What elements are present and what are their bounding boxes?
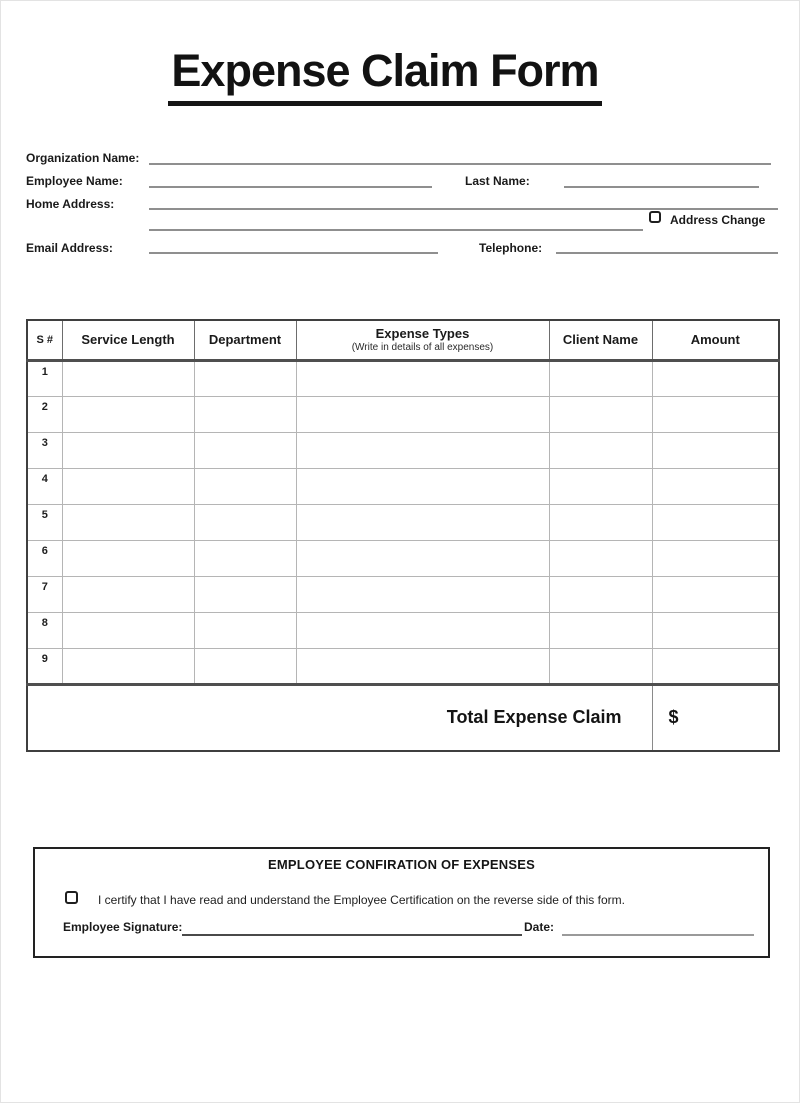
department-cell[interactable] bbox=[194, 612, 296, 648]
employee-signature-input-line[interactable] bbox=[182, 920, 522, 936]
department-cell[interactable] bbox=[194, 396, 296, 432]
organization-name-input-line[interactable] bbox=[149, 163, 771, 165]
organization-name-label: Organization Name: bbox=[26, 151, 140, 165]
employee-name-input-line[interactable] bbox=[149, 186, 432, 188]
department-cell[interactable] bbox=[194, 576, 296, 612]
table-row bbox=[27, 540, 779, 576]
service-length-cell[interactable] bbox=[62, 396, 194, 432]
department-cell[interactable] bbox=[194, 360, 296, 396]
header-expense-types-sub: (Write in details of all expenses) bbox=[351, 342, 494, 354]
serial-cell: 9 bbox=[27, 648, 62, 684]
last-name-label: Last Name: bbox=[465, 174, 530, 188]
service-length-cell[interactable] bbox=[62, 612, 194, 648]
date-label: Date: bbox=[523, 920, 554, 934]
serial-cell: 4 bbox=[27, 468, 62, 504]
amount-cell[interactable] bbox=[652, 360, 779, 396]
expense-types-cell[interactable] bbox=[296, 648, 549, 684]
table-row bbox=[27, 468, 779, 504]
serial-cell: 7 bbox=[27, 576, 62, 612]
last-name-input-line[interactable] bbox=[564, 186, 759, 188]
expense-table bbox=[26, 319, 780, 752]
client-name-cell[interactable] bbox=[549, 360, 652, 396]
employee-name-label: Employee Name: bbox=[26, 174, 123, 188]
employee-signature-label: Employee Signature: bbox=[63, 920, 183, 934]
telephone-label: Telephone: bbox=[479, 241, 543, 255]
table-row bbox=[27, 360, 779, 396]
client-name-cell[interactable] bbox=[549, 432, 652, 468]
amount-cell[interactable] bbox=[652, 504, 779, 540]
telephone-input-line[interactable] bbox=[556, 252, 778, 254]
header-serial: S # bbox=[27, 320, 62, 360]
amount-cell[interactable] bbox=[652, 612, 779, 648]
client-name-cell[interactable] bbox=[549, 648, 652, 684]
service-length-cell[interactable] bbox=[62, 576, 194, 612]
service-length-cell[interactable] bbox=[62, 540, 194, 576]
home-address-input-line[interactable] bbox=[149, 208, 778, 210]
header-service-length: Service Length bbox=[62, 320, 194, 360]
table-row bbox=[27, 648, 779, 684]
currency-symbol: $ bbox=[668, 707, 679, 728]
table-row bbox=[27, 576, 779, 612]
amount-cell[interactable] bbox=[652, 540, 779, 576]
amount-cell[interactable] bbox=[652, 648, 779, 684]
amount-cell[interactable] bbox=[652, 468, 779, 504]
total-row bbox=[27, 684, 779, 751]
expense-types-cell[interactable] bbox=[296, 612, 549, 648]
table-row bbox=[27, 504, 779, 540]
serial-cell: 8 bbox=[27, 612, 62, 648]
client-name-cell[interactable] bbox=[549, 396, 652, 432]
service-length-cell[interactable] bbox=[62, 468, 194, 504]
service-length-cell[interactable] bbox=[62, 360, 194, 396]
amount-cell[interactable] bbox=[652, 396, 779, 432]
header-expense-types bbox=[296, 320, 549, 360]
serial-cell: 1 bbox=[27, 360, 62, 396]
title-underline bbox=[168, 101, 602, 106]
client-name-cell[interactable] bbox=[549, 612, 652, 648]
table-row bbox=[27, 432, 779, 468]
amount-cell[interactable] bbox=[652, 432, 779, 468]
expense-types-cell[interactable] bbox=[296, 576, 549, 612]
serial-cell: 5 bbox=[27, 504, 62, 540]
header-client-name: Client Name bbox=[549, 320, 652, 360]
page-title: Expense Claim Form bbox=[171, 45, 599, 96]
department-cell[interactable] bbox=[194, 540, 296, 576]
serial-cell: 6 bbox=[27, 540, 62, 576]
total-expense-claim-label: Total Expense Claim bbox=[27, 684, 652, 751]
signature-row bbox=[63, 920, 754, 936]
expense-types-cell[interactable] bbox=[296, 396, 549, 432]
confirmation-title: EMPLOYEE CONFIRATION OF EXPENSES bbox=[268, 857, 535, 872]
table-row bbox=[27, 612, 779, 648]
address-change-checkbox[interactable] bbox=[649, 211, 661, 223]
client-name-cell[interactable] bbox=[549, 540, 652, 576]
date-input-line[interactable] bbox=[562, 920, 754, 936]
expense-types-cell[interactable] bbox=[296, 360, 549, 396]
department-cell[interactable] bbox=[194, 432, 296, 468]
home-address-input-line2[interactable] bbox=[149, 229, 643, 231]
service-length-cell[interactable] bbox=[62, 504, 194, 540]
header-amount: Amount bbox=[652, 320, 779, 360]
service-length-cell[interactable] bbox=[62, 432, 194, 468]
client-name-cell[interactable] bbox=[549, 468, 652, 504]
client-name-cell[interactable] bbox=[549, 576, 652, 612]
header-department: Department bbox=[194, 320, 296, 360]
total-amount-cell[interactable] bbox=[652, 684, 779, 751]
expense-types-cell[interactable] bbox=[296, 504, 549, 540]
address-change-label: Address Change bbox=[670, 213, 766, 227]
email-address-label: Email Address: bbox=[26, 241, 113, 255]
certify-checkbox[interactable] bbox=[65, 891, 78, 904]
amount-cell[interactable] bbox=[652, 576, 779, 612]
service-length-cell[interactable] bbox=[62, 648, 194, 684]
serial-cell: 3 bbox=[27, 432, 62, 468]
client-name-cell[interactable] bbox=[549, 504, 652, 540]
table-header-row bbox=[27, 320, 779, 360]
employee-confirmation-box bbox=[33, 847, 770, 958]
expense-types-cell[interactable] bbox=[296, 468, 549, 504]
expense-types-cell[interactable] bbox=[296, 540, 549, 576]
department-cell[interactable] bbox=[194, 504, 296, 540]
expense-types-cell[interactable] bbox=[296, 432, 549, 468]
header-expense-types-main: Expense Types bbox=[375, 326, 470, 342]
table-row bbox=[27, 396, 779, 432]
email-address-input-line[interactable] bbox=[149, 252, 438, 254]
serial-cell: 2 bbox=[27, 396, 62, 432]
department-cell[interactable] bbox=[194, 468, 296, 504]
certify-text: I certify that I have read and understand the Employee Certification on the reverse side of this form. bbox=[98, 893, 625, 907]
home-address-label: Home Address: bbox=[26, 197, 115, 211]
department-cell[interactable] bbox=[194, 648, 296, 684]
